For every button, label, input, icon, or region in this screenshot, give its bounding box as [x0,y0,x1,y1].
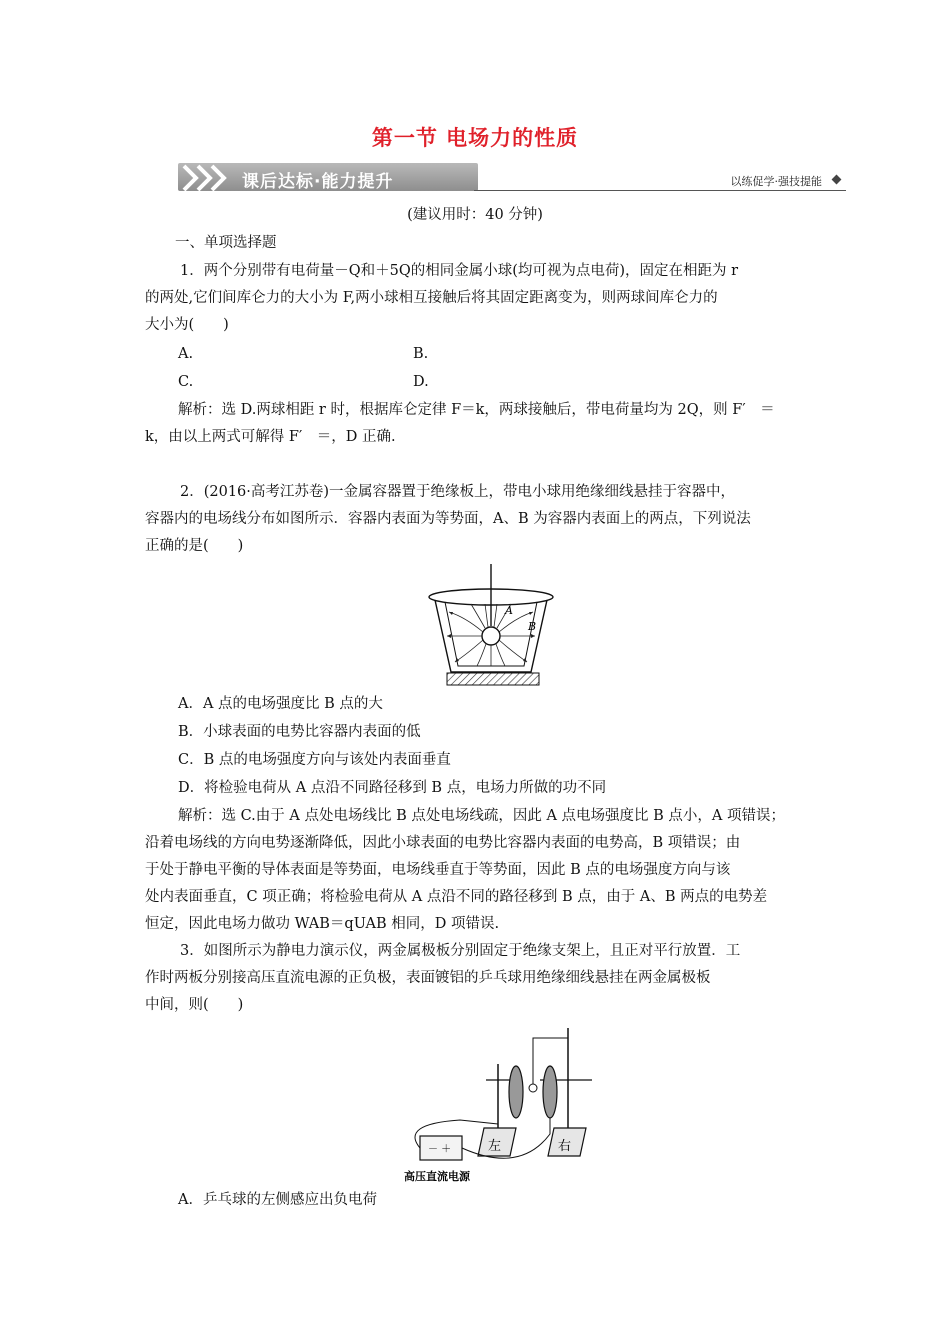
q3-line-2: 作时两板分别接高压直流电源的正负极，表面镀铝的乒乓球用绝缘细线悬挂在两金属极板 [145,970,711,986]
diamond-icon [832,175,842,185]
q1-line-2: 的两处,它们间库仑力的大小为 F,两小球相互接触后将其固定距离变为，则两球间库仑力的 [145,290,718,306]
banner-divider [474,190,846,191]
q2-line-2: 容器内的电场线分布如图所示．容器内表面为等势面，A、B 为容器内表面上的两点，下列说法 [145,511,751,527]
q1-option-a: A. [178,346,194,362]
q2-option-b: B．小球表面的电势比容器内表面的低 [178,724,421,740]
q1-option-d: D. [413,374,429,390]
q2-option-a: A．A 点的电场强度比 B 点的大 [178,696,383,712]
q1-answer-2: k，由以上两式可解得 F′ ＝，D 正确. [145,429,396,445]
q2-answer-4: 处内表面垂直，C 项正确；将检验电荷从 A 点沿不同的路径移到 B 点，由于 A、B 两点的电势差 [145,889,768,905]
q1-line-3: 大小为( ) [145,317,229,333]
page-title: 第一节 电场力的性质 [371,126,579,150]
container-field-figure [425,562,575,690]
q3-option-a: A．乒乓球的左侧感应出负电荷 [178,1192,377,1208]
q2-answer-5: 恒定，因此电场力做功 WAB＝qUAB 相同，D 项错误. [145,916,500,932]
source-terminals: － ＋ [428,1144,452,1155]
point-b-label: B [528,620,537,633]
q2-line-3: 正确的是( ) [145,538,244,554]
chevron-arrows-icon [178,163,238,193]
electrostatic-demo-figure [400,1024,600,1186]
section-heading: 一、单项选择题 [175,235,277,251]
q2-option-c: C．B 点的电场强度方向与该处内表面垂直 [178,752,451,768]
point-a-label: A [505,604,513,617]
q1-option-c: C. [178,374,194,390]
q3-line-1: 3．如图所示为静电力演示仪，两金属极板分别固定于绝缘支架上，且正对平行放置．工 [180,943,741,959]
section-banner [178,159,846,195]
q1-option-b: B. [413,346,429,362]
q3-line-3: 中间，则( ) [145,997,244,1013]
banner-right-text: 以练促学·强技提能 [730,175,822,188]
q2-option-d: D．将检验电荷从 A 点沿不同路径移到 B 点，电场力所做的功不同 [178,780,607,796]
banner-left-text: 课后达标·能力提升 [242,172,394,192]
time-hint: (建议用时：40 分钟) [407,207,543,223]
q2-answer-3: 于处于静电平衡的导体表面是等势面，电场线垂直于等势面，因此 B 点的电场强度方向与该 [145,862,731,878]
q1-answer-1: 解析：选 D.两球相距 r 时，根据库仑定律 F＝k，两球接触后，带电荷量均为 2Q，则 F′ ＝ [178,402,775,418]
q2-answer-1: 解析：选 C.由于 A 点处电场线比 B 点处电场线疏，因此 A 点电场强度比 B 点小，A 项错误； [178,808,786,824]
q1-line-1: 1．两个分别带有电荷量－Q和＋5Q的相同金属小球(均可视为点电荷)，固定在相距为 r [180,263,739,279]
right-base-label: 右 [558,1139,572,1154]
power-source-caption: 高压直流电源 [404,1170,470,1183]
left-base-label: 左 [488,1139,502,1154]
q2-answer-2: 沿着电场线的方向电势逐渐降低，因此小球表面的电势比容器内表面的电势高，B 项错误；由 [145,835,741,851]
q2-line-1: 2．(2016·高考江苏卷)一金属容器置于绝缘板上，带电小球用绝缘细线悬挂于容器中， [180,484,736,500]
